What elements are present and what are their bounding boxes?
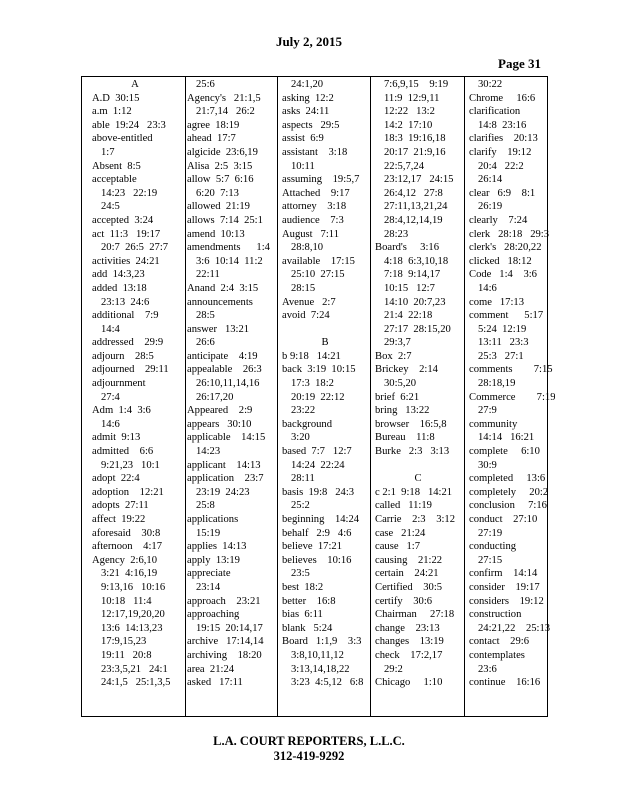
index-entry-line: 30:22	[478, 79, 503, 90]
page-number: Page 31	[498, 56, 541, 71]
index-entry-line: believes 10:16	[282, 554, 352, 566]
index-entry-line: Box 2:7	[375, 350, 412, 362]
index-entry-line: clearly 7:24	[469, 214, 528, 226]
index-entry-line: Avenue 2:7	[282, 296, 336, 308]
index-entry-line: apply 13:19	[187, 554, 240, 566]
index-entry-line: adoption 12:21	[92, 486, 164, 498]
index-entry-line: called 11:19	[375, 500, 432, 512]
index-entry-line: 5:24 12:19	[478, 323, 527, 335]
index-entry-line: 14:8 23:16	[478, 119, 527, 131]
index-entry-line: continue 16:16	[469, 677, 541, 689]
index-entry-line: beginning 14:24	[282, 514, 360, 525]
index-entry-line: avoid 7:24	[282, 310, 330, 322]
index-entry-line: affect 19:22	[92, 514, 146, 525]
index-entry-line: 22:5,7,24	[384, 160, 425, 172]
index-entry-line: A.D 30:15	[92, 92, 140, 104]
index-entry-line: Board 1:1,9 3:3	[282, 636, 362, 648]
index-entry-line: back 3:19 10:15	[282, 364, 356, 376]
index-entry-line: 28:5	[196, 310, 215, 322]
index-entry-line: answer 13:21	[187, 323, 250, 335]
index-entry-line: Board's 3:16	[375, 242, 439, 254]
index-entry-line: Agency's 21:1,5	[187, 92, 261, 104]
index-entry-line: applications	[187, 514, 239, 525]
index-entry-line: 23:22	[291, 405, 316, 417]
index-entry-line: 4:18 6:3,10,18	[384, 255, 449, 267]
index-entry-line: able 19:24 23:3	[92, 119, 166, 131]
index-entry-line: 14:23 22:19	[101, 187, 158, 199]
index-entry-line: 28:15	[291, 282, 316, 294]
index-entry-line: 19:11 20:8	[101, 649, 152, 661]
index-entry-line: 26:6	[196, 337, 215, 349]
index-entry-line: confirm 14:14	[469, 568, 538, 580]
index-entry-line: asks 24:11	[282, 106, 330, 118]
index-entry-line: admitted 6:6	[92, 446, 154, 458]
index-entry-line: aspects 29:5	[282, 119, 340, 131]
index-entry-line: better 16:8	[282, 595, 336, 607]
index-entry-line: appealable 26:3	[187, 364, 262, 376]
index-entry-line: clear 6:9 8:1	[469, 187, 536, 199]
index-entry-line: adopt 22:4	[92, 473, 140, 485]
index-entry-line: 27:9	[478, 405, 497, 417]
index-entry-line: 25:8	[196, 500, 215, 512]
index-entry-line: a.m 1:12	[92, 106, 132, 118]
index-entry-line: Attached 9:17	[282, 187, 350, 199]
index-entry-line: construction	[469, 609, 522, 621]
index-entry-line: 9:13,16 10:16	[101, 581, 166, 593]
index-entry-line: 3:6 10:14 11:2	[196, 255, 263, 267]
index-entry-line: activities 24:21	[92, 255, 160, 267]
index-entry-line: admit 9:13	[92, 432, 141, 444]
index-entry-line: 14:23	[196, 446, 221, 458]
index-entry-line: 3:23 4:5,12 6:8	[291, 677, 364, 689]
index-column-2	[187, 78, 273, 715]
index-entry-line: Commerce 7:19	[469, 391, 555, 403]
index-entry-line: asked 17:11	[187, 677, 243, 689]
index-entry-line	[375, 459, 461, 473]
index-entry-line: contact 29:6	[469, 636, 530, 648]
index-letter-heading: A	[131, 79, 139, 90]
index-entry-line: completed 13:6	[469, 473, 546, 485]
index-entry-line: 28:4,12,14,19	[384, 214, 443, 226]
index-entry-line: come 17:13	[469, 296, 525, 308]
index-entry-line: 25:6	[196, 79, 215, 90]
index-entry-line: clarifies 20:13	[469, 133, 538, 145]
index-entry-line: clarify 19:12	[469, 146, 532, 158]
index-entry-line: allow 5:7 6:16	[187, 174, 254, 186]
index-entry-line: Anand 2:4 3:15	[187, 282, 259, 294]
index-entry-line: agree 18:19	[187, 119, 240, 131]
index-entry-line: 9:21,23 10:1	[101, 459, 160, 471]
index-entry-line: above-entitled	[92, 133, 153, 145]
index-entry-line: approach 23:21	[187, 595, 261, 607]
index-entry-line: 26:19	[478, 201, 503, 213]
index-entry-line: additional 7:9	[92, 310, 159, 322]
index-entry-line: asking 12:2	[282, 92, 334, 104]
index-entry-line: 29:2	[384, 663, 403, 675]
index-entry-line: approaching	[187, 609, 240, 621]
index-entry-line: available 17:15	[282, 255, 355, 267]
index-letter-heading: C	[414, 473, 422, 485]
index-entry-line: b 9:18 14:21	[282, 350, 341, 362]
index-entry-line	[282, 323, 368, 337]
index-entry-line: 21:7,14 26:2	[196, 106, 255, 118]
index-entry-line: algicide 23:6,19	[187, 146, 258, 158]
index-entry-line: 23:14	[196, 581, 221, 593]
index-entry-line: allows 7:14 25:1	[187, 214, 263, 226]
index-entry-line: behalf 2:9 4:6	[282, 527, 352, 539]
index-entry-line: 28:23	[384, 228, 409, 240]
index-entry-line: attorney 3:18	[282, 201, 347, 213]
index-column-1	[92, 78, 178, 715]
index-entry-line: Code 1:4 3:6	[469, 269, 537, 281]
column-divider	[464, 76, 465, 717]
index-entry-line: Carrie 2:3 3:12	[375, 514, 456, 525]
index-entry-line: c 2:1 9:18 14:21	[375, 486, 453, 498]
index-entry-line: bring 13:22	[375, 405, 430, 417]
index-entry-line: Bureau 11:8	[375, 432, 435, 444]
index-entry-line: certify 30:6	[375, 595, 433, 607]
index-entry-line: Certified 30:5	[375, 581, 443, 593]
index-entry-line: assistant 3:18	[282, 146, 348, 158]
index-entry-line: audience 7:3	[282, 214, 344, 226]
index-entry-line: conclusion 7:16	[469, 500, 547, 512]
column-divider	[185, 76, 186, 717]
index-entry-line: 23:3,5,21 24:1	[101, 663, 168, 675]
index-entry-line: ahead 17:7	[187, 133, 236, 145]
index-entry-line: adjournment	[92, 378, 146, 390]
index-entry-line: 26:14	[478, 174, 503, 186]
index-entry-line: 10:18 11:4	[101, 595, 152, 607]
index-entry-line: Appeared 2:9	[187, 405, 253, 417]
index-entry-line: area 21:24	[187, 663, 235, 675]
index-entry-line: add 14:3,23	[92, 269, 145, 281]
index-entry-line: community	[469, 418, 518, 430]
index-entry-line: 30:5,20	[384, 378, 417, 390]
index-entry-line: considers 19:12	[469, 595, 544, 607]
index-entry-line: 13:6 14:13,23	[101, 622, 163, 634]
index-entry-line: 12:17,19,20,20	[101, 609, 165, 621]
index-entry-line: 23:6	[478, 663, 497, 675]
index-entry-line: 7:6,9,15 9:19	[384, 79, 449, 90]
index-entry-line: clerk 28:18 29:3	[469, 228, 550, 240]
index-entry-line: afternoon 4:17	[92, 541, 163, 553]
index-entry-line: 10:11	[291, 160, 315, 172]
index-column-5	[469, 78, 555, 715]
index-entry-line: 29:3,7	[384, 337, 411, 349]
index-entry-line: 28:11	[291, 473, 315, 485]
index-entry-line: appreciate	[187, 568, 231, 580]
index-column-3	[282, 78, 368, 715]
index-entry-line: background	[282, 418, 333, 430]
index-entry-line: 13:11 23:3	[478, 337, 529, 349]
index-entry-line: adjourn 28:5	[92, 350, 154, 362]
index-entry-line: 27:11,13,21,24	[384, 201, 448, 213]
index-entry-line: 1:7	[101, 146, 115, 158]
index-entry-line: certain 24:21	[375, 568, 439, 580]
index-entry-line: aforesaid 30:8	[92, 527, 161, 539]
index-entry-line: Chrome 16:6	[469, 92, 536, 104]
index-entry-line: accepted 3:24	[92, 214, 154, 226]
index-entry-line: applies 14:13	[187, 541, 247, 553]
index-entry-line: 3:8,10,11,12	[291, 649, 344, 661]
index-column-4	[375, 78, 461, 715]
index-entry-line: 11:9 12:9,11	[384, 92, 440, 104]
index-entry-line: 14:14 16:21	[478, 432, 535, 444]
index-entry-line: Adm 1:4 3:6	[92, 405, 151, 417]
index-entry-line: contemplates	[469, 649, 525, 661]
index-entry-line: clarification	[469, 106, 521, 118]
index-entry-line: 3:13,14,18,22	[291, 663, 350, 675]
index-entry-line: 24:21,22 25:13	[478, 622, 551, 634]
index-entry-line: 20:7 26:5 27:7	[101, 242, 169, 254]
index-entry-line: based 7:7 12:7	[282, 446, 352, 458]
index-entry-line: addressed 29:9	[92, 337, 164, 349]
index-entry-line: 27:4	[101, 391, 120, 403]
index-entry-line: 20:17 21:9,16	[384, 146, 446, 158]
index-entry-line: Brickey 2:14	[375, 364, 438, 376]
index-entry-line: amendments 1:4	[187, 242, 270, 254]
index-entry-line: 25:3 27:1	[478, 350, 524, 362]
index-entry-line: best 18:2	[282, 581, 324, 593]
index-entry-line: 10:15 12:7	[384, 282, 435, 294]
index-entry-line: case 21:24	[375, 527, 426, 539]
index-entry-line: archiving 18:20	[187, 649, 262, 661]
index-entry-line: 12:22 13:2	[384, 106, 435, 118]
index-entry-line: added 13:18	[92, 282, 147, 294]
index-entry-line: 20:19 22:12	[291, 391, 345, 403]
index-entry-line: 23:13 24:6	[101, 296, 150, 308]
index-entry-line: changes 13:19	[375, 636, 444, 648]
index-entry-line: check 17:2,17	[375, 649, 443, 661]
page-footer	[0, 734, 618, 764]
index-entry-line: acceptable	[92, 174, 137, 186]
index-entry-line: act 11:3 19:17	[92, 228, 161, 240]
index-entry-line: 27:15	[478, 554, 503, 566]
index-entry-line: completely 20:2	[469, 486, 549, 498]
index-entry-line: Agency 2:6,10	[92, 554, 158, 566]
index-entry-line: 14:2 17:10	[384, 119, 433, 131]
index-letter-heading: B	[321, 337, 329, 349]
index-entry-line: appears 30:10	[187, 418, 252, 430]
index-entry-line: 23:19 24:23	[196, 486, 250, 498]
index-entry-line: amend 10:13	[187, 228, 245, 240]
index-entry-line: believe 17:21	[282, 541, 343, 553]
index-entry-line: 21:4 22:18	[384, 310, 433, 322]
index-entry-line: 18:3 19:16,18	[384, 133, 446, 145]
index-entry-line: 28:18,19	[478, 378, 516, 390]
index-entry-line: consider 19:17	[469, 581, 540, 593]
index-entry-line: comments 7:15	[469, 364, 553, 376]
index-entry-line: Absent 8:5	[92, 160, 141, 172]
index-entry-line: 25:10 27:15	[291, 269, 345, 281]
index-entry-line: 22:11	[196, 269, 220, 281]
index-entry-line: 28:8,10	[291, 242, 324, 254]
index-entry-line: clerk's 28:20,22	[469, 242, 542, 254]
index-entry-line: complete 6:10	[469, 446, 540, 458]
index-entry-line: applicant 14:13	[187, 459, 261, 471]
index-entry-line: archive 17:14,14	[187, 636, 264, 648]
index-entry-line: clicked 18:12	[469, 255, 532, 267]
index-entry-line: assuming 19:5,7	[282, 174, 360, 186]
index-entry-line: application 23:7	[187, 473, 264, 485]
index-entry-line: Alisa 2:5 3:15	[187, 160, 253, 172]
index-entry-line: 3:21 4:16,19	[101, 568, 158, 580]
index-entry-line: 26:4,12 27:8	[384, 187, 443, 199]
transcript-date: July 2, 2015	[275, 34, 343, 49]
reporter-company: L.A. COURT REPORTERS, L.L.C.	[213, 734, 405, 748]
index-entry-line: brief 6:21	[375, 391, 420, 403]
index-entry-line: 17:3 18:2	[291, 378, 334, 390]
index-entry-line: 27:17 28:15,20	[384, 323, 451, 335]
index-entry-line: 14:6	[478, 282, 497, 294]
index-entry-line: Chicago 1:10	[375, 677, 443, 689]
reporter-phone: 312-419-9292	[273, 749, 345, 763]
index-entry-line: 14:6	[101, 418, 120, 430]
index-entry-line: 30:9	[478, 459, 497, 471]
index-entry-line: basis 19:8 24:3	[282, 486, 355, 498]
index-entry-line: conduct 27:10	[469, 514, 538, 525]
column-divider	[370, 76, 371, 717]
index-entry-line: 14:10 20:7,23	[384, 296, 446, 308]
index-entry-line: anticipate 4:19	[187, 350, 258, 362]
index-entry-line: 7:18 9:14,17	[384, 269, 441, 281]
index-entry-line: 14:24 22:24	[291, 459, 345, 471]
index-entry-line: Burke 2:3 3:13	[375, 446, 450, 458]
index-entry-line: blank 5:24	[282, 622, 333, 634]
index-entry-line: 3:20	[291, 432, 310, 444]
index-entry-line: causing 21:22	[375, 554, 443, 566]
index-entry-line: 26:10,11,14,16	[196, 378, 260, 390]
index-entry-line: Chairman 27:18	[375, 609, 455, 621]
index-entry-line: August 7:11	[282, 228, 339, 240]
index-entry-line: 20:4 22:2	[478, 160, 524, 172]
index-entry-line: 27:19	[478, 527, 503, 539]
index-entry-line: 23:12,17 24:15	[384, 174, 454, 186]
index-entry-line: adjourned 29:11	[92, 364, 169, 376]
index-entry-line: 19:15 20:14,17	[196, 622, 263, 634]
index-entry-line: 26:17,20	[196, 391, 234, 403]
index-entry-line: allowed 21:19	[187, 201, 250, 213]
index-entry-line: adopts 27:11	[92, 500, 149, 512]
index-entry-line: 17:9,15,23	[101, 636, 147, 648]
index-entry-line: comment 5:17	[469, 310, 544, 322]
index-entry-line: 25:2	[291, 500, 310, 512]
index-entry-line: 24:1,20	[291, 79, 324, 90]
index-entry-line: assist 6:9	[282, 133, 324, 145]
index-entry-line: 15:19	[196, 527, 221, 539]
index-entry-line: announcements	[187, 296, 253, 308]
index-entry-line: 6:20 7:13	[196, 187, 239, 199]
index-entry-line: 24:1,5 25:1,3,5	[101, 677, 171, 689]
index-entry-line: applicable 14:15	[187, 432, 266, 444]
index-entry-line: 23:5	[291, 568, 310, 580]
index-entry-line: 24:5	[101, 201, 120, 213]
index-entry-line: bias 6:11	[282, 609, 323, 621]
index-entry-line: browser 16:5,8	[375, 418, 447, 430]
index-entry-line: cause 1:7	[375, 541, 421, 553]
column-divider	[277, 76, 278, 717]
index-entry-line: 14:4	[101, 323, 120, 335]
index-entry-line: conducting	[469, 541, 517, 553]
index-entry-line: change 23:13	[375, 622, 440, 634]
